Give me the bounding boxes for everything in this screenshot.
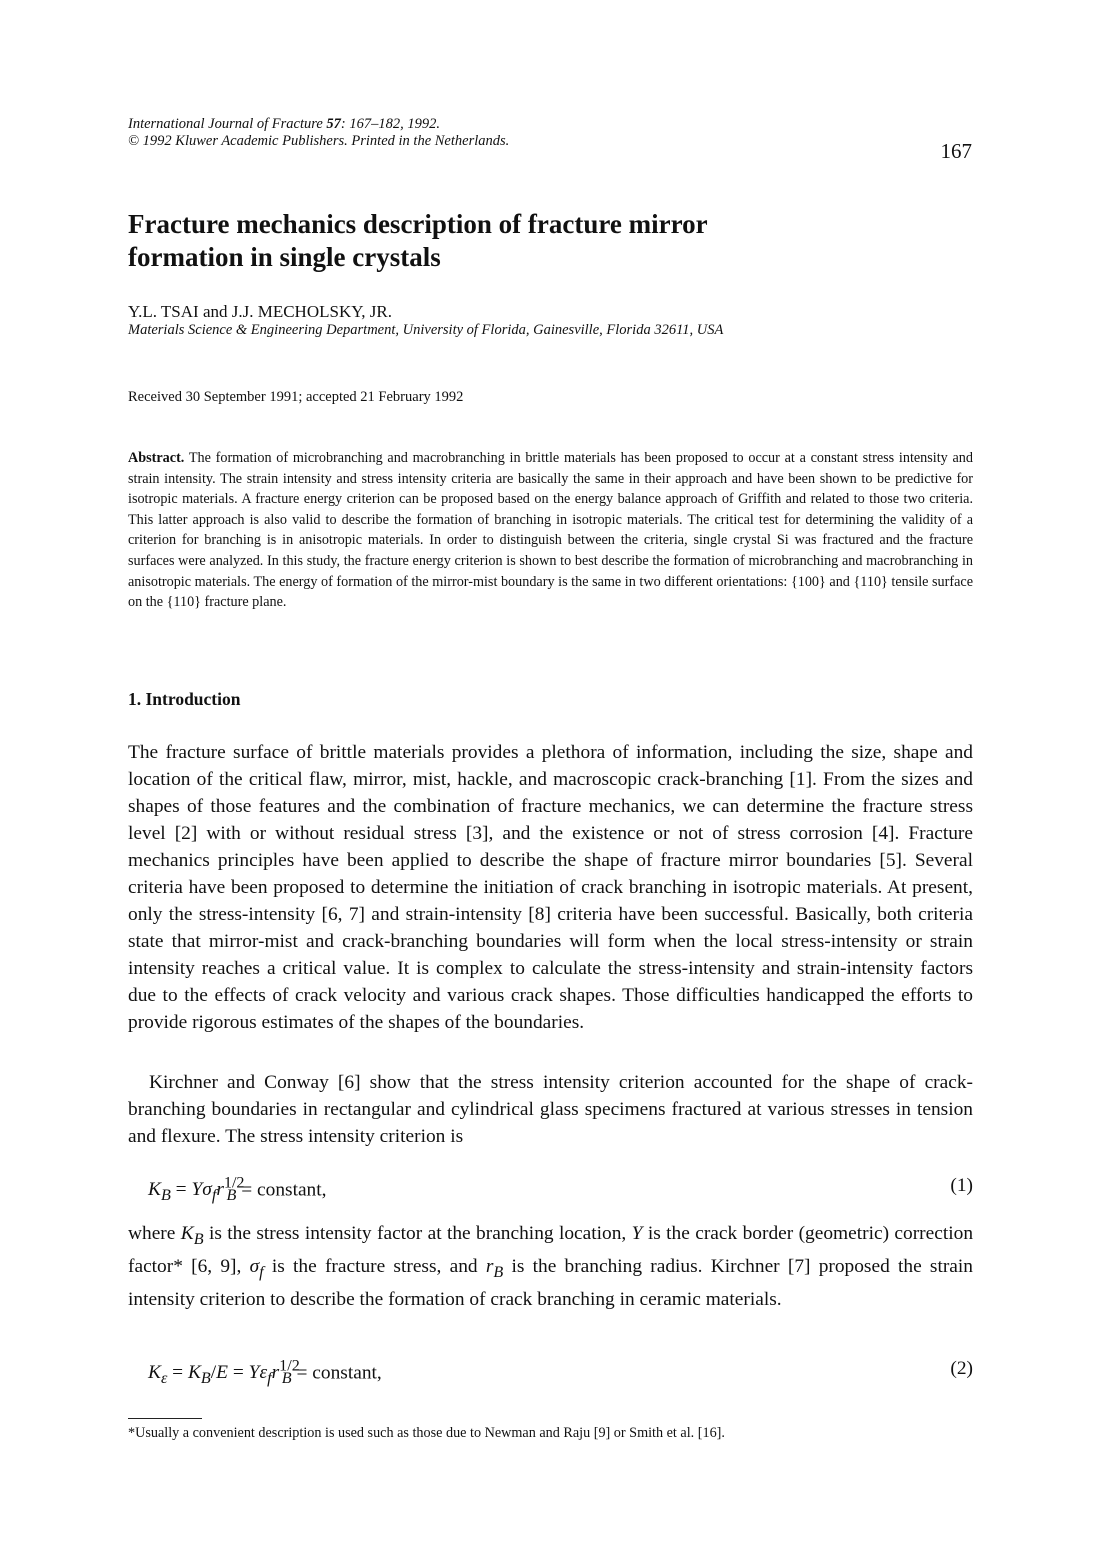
- paragraph-1: The fracture surface of brittle materials provides a plethora of information, including the size, shape and location of the critical flaw, mirror, mist, hackle, and macroscopic crack-branching [1]. From the sizes and shapes of those features and the combination of fracture mechanics, we can determine the fracture stress level [2] with or without residual stress [3], and the existence or not of stress corrosion [4]. Fracture mechanics principles have been applied to describe the shape of fracture mirror boundaries [5]. Several criteria have been proposed to determine the initiation of crack branching in isotropic materials. At present, only the stress-intensity [6, 7] and strain-intensity [8] criteria have been successful. Basically, both criteria state that mirror-mist and crack-branching boundaries will form when the local stress-intensity or strain intensity reaches a critical value. It is complex to calculate the stress-intensity and strain-intensity factors due to the effects of crack velocity and various crack shapes. Those difficulties handicapped the efforts to provide rigorous estimates of the shapes of the boundaries.: [128, 742, 973, 1033]
- section-heading: 1. Introduction: [128, 689, 241, 709]
- equation-1-math: $K_B = Y\sigma_fr^{1/2}_B$: [148, 1175, 245, 1205]
- footnote-divider: [128, 1418, 202, 1419]
- received-date: Received 30 September 1991; accepted 21 February 1992: [128, 389, 464, 405]
- footnote: *Usually a convenient description is used such as those due to Newman and Raju [9] or Smith et al. [16].: [128, 1425, 725, 1441]
- journal-citation: [128, 116, 828, 150]
- copyright-line: © 1992 Kluwer Academic Publishers. Printed in the Netherlands.: [128, 133, 510, 149]
- equation-2-math: $K_\varepsilon = K_B/E = Y\varepsilon_fr^{1/2}_B$: [148, 1358, 300, 1388]
- affiliation: Materials Science & Engineering Department, University of Florida, Gainesville, Florida 32611, USA: [128, 322, 724, 338]
- abstract: Abstract. The formation of microbranching and macrobranching in brittle materials has been proposed to occur at a constant stress intensity and strain intensity. The strain intensity and stress intensity criteria are basically the same in their approach and have been shown to be predictive for isotropic materials. A fracture energy criterion can be proposed based on the energy balance approach of Griffith and related to those two criteria. This latter approach is also valid to describe the formation of branching in isotropic materials. The critical test for determining the validity of a criterion for branching is in anisotropic materials. In order to distinguish between the criteria, single crystal Si was fractured and the fracture surfaces were analyzed. In this study, the fracture energy criterion is shown to best describe the formation of microbranching and macrobranching in anisotropic materials. The energy of formation of the mirror-mist boundary is the same in two different orientations: {100} and {110} tensile surface on the {110} fracture plane.: [128, 450, 973, 611]
- authors: Y.L. TSAI and J.J. MECHOLSKY, JR.: [128, 302, 393, 321]
- equation-2: $K_\varepsilon = K_B/E = Y\varepsilon_fr^{1/2}_B$ = constant, (2): [148, 1358, 973, 1388]
- equation-2-number: (2): [950, 1358, 973, 1379]
- paper-title: Fracture mechanics description of fracture mirror formation in single crystals: [128, 209, 708, 272]
- paragraph-3: where $K_B$ is the stress intensity factor at the branching location, Y is the crack border (geometric) correction factor* [6, 9], $\sigma_f$ is the fracture stress, and $r_B$ is the branching radius. Kirchner [7] proposed the strain intensity criterion to describe the formation of crack branching in ceramic materials.: [128, 1223, 974, 1310]
- paragraph-2: Kirchner and Conway [6] show that the stress intensity criterion accounted for the shape of crack-branching boundaries in rectangular and cylindrical glass specimens fractured at various stresses in tension and flexure. The stress intensity criterion is: [128, 1072, 973, 1147]
- page-number: 167: [940, 139, 972, 163]
- equation-1: $K_B = Y\sigma_fr^{1/2}_B$ = constant, (1): [148, 1175, 973, 1205]
- equation-1-number: (1): [950, 1175, 973, 1196]
- journal-line: International Journal of Fracture 57: 167–182, 1992.: [128, 116, 441, 132]
